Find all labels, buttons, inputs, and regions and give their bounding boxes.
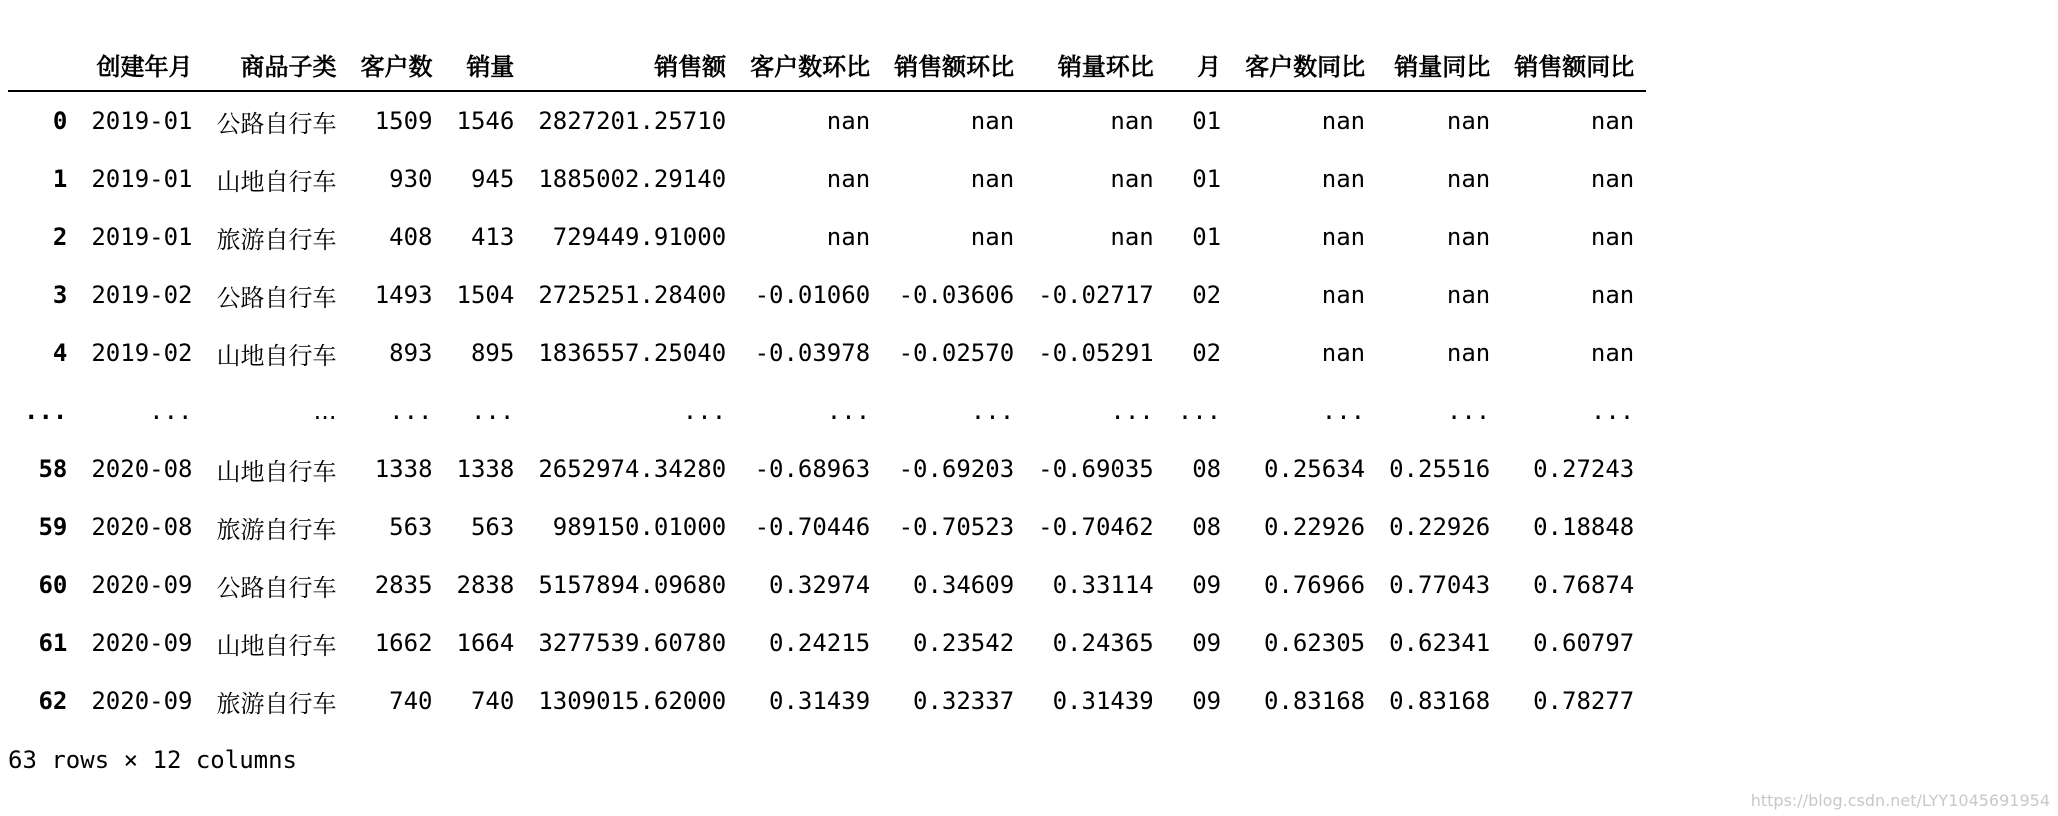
table-cell: 2020-09 xyxy=(91,687,193,715)
table-cell: nan xyxy=(1446,339,1491,367)
table-header xyxy=(8,38,1646,91)
table-cell: 0.83168 xyxy=(1389,687,1491,715)
table-cell: 0.62305 xyxy=(1263,629,1366,657)
table-cell: 0.76966 xyxy=(1263,571,1366,599)
table-cell: 563 xyxy=(470,513,515,541)
table-cell: 989150.01000 xyxy=(552,513,727,541)
table-row xyxy=(8,150,1646,208)
table-row xyxy=(8,324,1646,382)
table-cell: 2827201.25710 xyxy=(538,107,727,135)
table-cell: 0.24215 xyxy=(769,629,871,657)
row-index: 4 xyxy=(52,339,68,367)
table-cell: 1309015.62000 xyxy=(538,687,727,715)
table-cell: 0.25516 xyxy=(1389,455,1491,483)
table-cell: ... xyxy=(313,397,337,425)
table-cell: 08 xyxy=(1192,513,1222,541)
table-cell: nan xyxy=(970,165,1015,193)
table-cell: 01 xyxy=(1192,223,1222,251)
column-header: 客户数环比 xyxy=(738,38,882,91)
column-header: 销售额同比 xyxy=(1502,38,1646,91)
table-cell: 公路自行车 xyxy=(216,109,337,138)
column-header: 销量 xyxy=(445,38,527,91)
column-header: 销量同比 xyxy=(1377,38,1502,91)
table-cell: 2652974.34280 xyxy=(538,455,727,483)
row-index: 1 xyxy=(52,165,68,193)
table-cell: 01 xyxy=(1192,107,1222,135)
table-cell: 公路自行车 xyxy=(216,283,337,312)
table-cell: nan xyxy=(1110,223,1154,251)
table-cell: nan xyxy=(1321,339,1366,367)
table-cell: nan xyxy=(1446,281,1491,309)
table-cell: 1338 xyxy=(456,455,515,483)
table-cell: ... xyxy=(682,397,727,425)
table-cell: nan xyxy=(1590,281,1635,309)
table-cell: 0.31439 xyxy=(1052,687,1154,715)
header-row xyxy=(8,38,1646,91)
table-row xyxy=(8,266,1646,324)
table-cell: 0.18848 xyxy=(1533,513,1635,541)
column-header: 创建年月 xyxy=(79,38,204,91)
table-cell: 0.78277 xyxy=(1533,687,1635,715)
table-cell: 1338 xyxy=(374,455,433,483)
table-cell: ... xyxy=(149,397,193,425)
table-cell: nan xyxy=(1321,165,1366,193)
table-cell: 山地自行车 xyxy=(216,167,337,196)
table-cell: 930 xyxy=(389,165,433,193)
table-cell: nan xyxy=(826,165,871,193)
table-cell: -0.01060 xyxy=(754,281,871,309)
table-cell: ... xyxy=(1110,397,1154,425)
table-cell: 1504 xyxy=(456,281,515,309)
table-cell: 1836557.25040 xyxy=(538,339,727,367)
table-cell: 408 xyxy=(389,223,433,251)
table-cell: 1509 xyxy=(374,107,433,135)
table-cell: 2019-01 xyxy=(91,165,193,193)
table-cell: 0.27243 xyxy=(1533,455,1635,483)
table-cell: 0.24365 xyxy=(1052,629,1154,657)
table-row xyxy=(8,614,1646,672)
table-cell: nan xyxy=(826,107,871,135)
table-cell: nan xyxy=(1590,339,1635,367)
table-row xyxy=(8,208,1646,266)
table-row xyxy=(8,556,1646,614)
table-cell: 2019-02 xyxy=(91,281,193,309)
table-cell: 02 xyxy=(1192,281,1222,309)
table-cell: 02 xyxy=(1192,339,1222,367)
table-cell: 旅游自行车 xyxy=(216,515,337,544)
table-cell: 0.62341 xyxy=(1389,629,1491,657)
table-cell: -0.69203 xyxy=(898,455,1015,483)
table-cell: 0.60797 xyxy=(1533,629,1635,657)
table-cell: 1493 xyxy=(374,281,433,309)
table-shape-footer: 63 rows × 12 columns xyxy=(8,746,297,774)
table-cell: ... xyxy=(826,397,871,425)
table-cell: 0.23542 xyxy=(913,629,1015,657)
table-row xyxy=(8,672,1646,730)
row-index: 61 xyxy=(38,629,68,657)
table-cell: 0.77043 xyxy=(1389,571,1491,599)
table-cell: -0.02570 xyxy=(898,339,1015,367)
table-cell: ... xyxy=(1177,397,1222,425)
column-header: 客户数 xyxy=(349,38,445,91)
table-cell: -0.05291 xyxy=(1038,339,1154,367)
table-row xyxy=(8,91,1646,150)
table-cell: 公路自行车 xyxy=(216,573,337,602)
table-cell: ... xyxy=(1321,397,1366,425)
table-cell: 1546 xyxy=(456,107,515,135)
table-cell: -0.02717 xyxy=(1038,281,1154,309)
table-cell: 2019-01 xyxy=(91,223,193,251)
table-row xyxy=(8,440,1646,498)
table-cell: ... xyxy=(1446,397,1491,425)
row-index: 58 xyxy=(38,455,68,483)
table-cell: 2020-08 xyxy=(91,513,193,541)
table-cell: nan xyxy=(1446,165,1491,193)
table-cell: 0.32974 xyxy=(769,571,871,599)
table-cell: 0.31439 xyxy=(769,687,871,715)
table-cell: nan xyxy=(826,223,871,251)
table-cell: nan xyxy=(1446,223,1491,251)
table-cell: 413 xyxy=(470,223,515,251)
table-cell: 740 xyxy=(389,687,433,715)
table-cell: -0.70523 xyxy=(898,513,1015,541)
row-index: 62 xyxy=(38,687,68,715)
table-cell: ... xyxy=(970,397,1015,425)
row-index: 59 xyxy=(38,513,68,541)
table-cell: 563 xyxy=(389,513,433,541)
table-cell: 729449.91000 xyxy=(552,223,727,251)
table-cell: 0.83168 xyxy=(1263,687,1366,715)
table-cell: 1885002.29140 xyxy=(538,165,727,193)
table-cell: 0.76874 xyxy=(1533,571,1635,599)
table-row xyxy=(8,498,1646,556)
table-cell: nan xyxy=(1590,107,1635,135)
table-cell: 2019-02 xyxy=(91,339,193,367)
table-cell: nan xyxy=(1321,107,1366,135)
dataframe-table xyxy=(8,38,1646,730)
table-cell: nan xyxy=(1110,165,1154,193)
row-index: ... xyxy=(24,397,68,425)
table-body xyxy=(8,91,1646,730)
table-cell: 895 xyxy=(470,339,515,367)
table-cell: 2838 xyxy=(456,571,515,599)
table-cell: 01 xyxy=(1192,165,1222,193)
table-cell: nan xyxy=(1590,223,1635,251)
row-index: 3 xyxy=(52,281,68,309)
table-cell: 0.25634 xyxy=(1263,455,1366,483)
table-cell: 2020-09 xyxy=(91,629,193,657)
table-cell: 山地自行车 xyxy=(216,341,337,370)
table-cell: 旅游自行车 xyxy=(216,225,337,254)
table-cell: nan xyxy=(1110,107,1154,135)
table-cell: 2835 xyxy=(374,571,433,599)
table-cell: 2020-08 xyxy=(91,455,193,483)
index-header xyxy=(8,38,79,91)
table-cell: 09 xyxy=(1192,629,1222,657)
row-index: 60 xyxy=(38,571,68,599)
table-cell: 0.32337 xyxy=(913,687,1015,715)
column-header: 商品子类 xyxy=(205,38,349,91)
table-cell: ... xyxy=(470,397,515,425)
column-header: 销售额环比 xyxy=(882,38,1026,91)
table-cell: 0.34609 xyxy=(913,571,1015,599)
ellipsis-row xyxy=(8,382,1646,440)
table-cell: nan xyxy=(970,223,1015,251)
table-cell: nan xyxy=(1446,107,1491,135)
table-cell: 旅游自行车 xyxy=(216,689,337,718)
table-cell: ... xyxy=(389,397,433,425)
table-cell: 0.22926 xyxy=(1389,513,1491,541)
table-cell: 740 xyxy=(470,687,515,715)
table-cell: 5157894.09680 xyxy=(538,571,727,599)
table-cell: nan xyxy=(970,107,1015,135)
column-header: 销售额 xyxy=(526,38,738,91)
table-cell: 1664 xyxy=(456,629,515,657)
table-cell: 2019-01 xyxy=(91,107,193,135)
table-cell: 3277539.60780 xyxy=(538,629,727,657)
table-cell: nan xyxy=(1321,223,1366,251)
table-cell: nan xyxy=(1590,165,1635,193)
table-cell: 2725251.28400 xyxy=(538,281,727,309)
table-cell: 2020-09 xyxy=(91,571,193,599)
table-cell: -0.70446 xyxy=(754,513,871,541)
table-cell: 山地自行车 xyxy=(216,631,337,660)
table-cell: nan xyxy=(1321,281,1366,309)
table-cell: 945 xyxy=(470,165,515,193)
table-cell: 山地自行车 xyxy=(216,457,337,486)
dataframe-output xyxy=(8,38,1646,730)
row-index: 0 xyxy=(52,107,68,135)
table-cell: 08 xyxy=(1192,455,1222,483)
table-cell: 09 xyxy=(1192,571,1222,599)
column-header: 客户数同比 xyxy=(1233,38,1377,91)
table-cell: -0.69035 xyxy=(1038,455,1154,483)
column-header: 销量环比 xyxy=(1026,38,1166,91)
table-cell: 0.22926 xyxy=(1263,513,1366,541)
table-cell: -0.03978 xyxy=(754,339,871,367)
table-cell: 0.33114 xyxy=(1052,571,1154,599)
table-cell: 1662 xyxy=(374,629,433,657)
table-cell: 893 xyxy=(389,339,433,367)
watermark-text: https://blog.csdn.net/LYY1045691954 xyxy=(1750,791,2050,810)
table-cell: -0.68963 xyxy=(754,455,871,483)
table-cell: ... xyxy=(1590,397,1635,425)
table-cell: 09 xyxy=(1192,687,1222,715)
table-cell: -0.03606 xyxy=(898,281,1015,309)
table-cell: -0.70462 xyxy=(1038,513,1154,541)
column-header: 月 xyxy=(1166,38,1233,91)
row-index: 2 xyxy=(52,223,68,251)
